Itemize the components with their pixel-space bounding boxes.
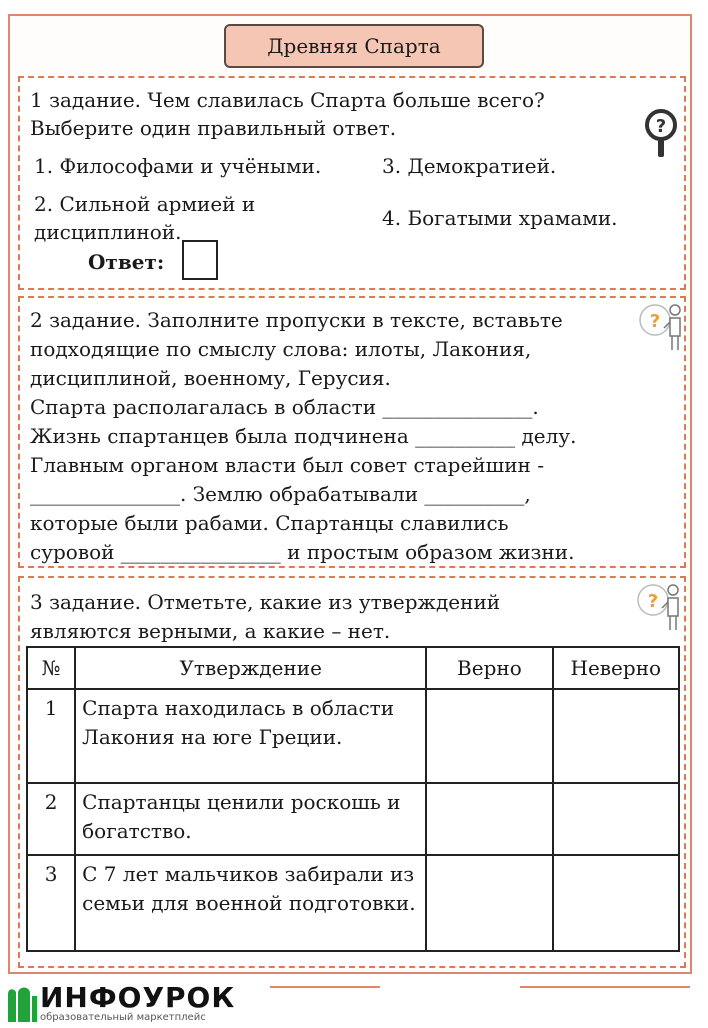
task2-line: подходящие по смыслу слова: илоты, Лакония, [30,337,532,361]
task2-line: Главным органом власти был совет старейшин - [30,453,544,477]
true-cell[interactable] [426,855,552,951]
svg-text:?: ? [649,311,661,332]
row-statement: Спарта находилась в области Лакония на юге Греции. [75,689,426,783]
task3-question-cont: являются верными, а какие – нет. [30,619,391,643]
column-header-true: Верно [426,647,552,689]
task1-instruction: Выберите один правильный ответ. [30,116,397,140]
true-cell[interactable] [426,689,552,783]
task2-blank-line[interactable]: _______________. Землю обрабатывали __________, [30,482,531,506]
row-number: 1 [27,689,75,783]
false-cell[interactable] [553,855,679,951]
footer-divider [270,986,380,988]
task2-blank-line[interactable]: Жизнь спартанцев была подчинена __________ делу. [30,424,577,448]
column-header-false: Неверно [553,647,679,689]
task1-option-4[interactable]: 4. Богатыми храмами. [382,206,618,230]
brand-name[interactable]: ИНФОУРОК [40,981,236,1014]
row-statement: Спартанцы ценили роскошь и богатство. [75,783,426,855]
magnifier-question-icon [644,108,678,164]
table-header-row [27,647,679,689]
page-title: Древняя Спарта [224,24,484,68]
task2-line: 2 задание. Заполните пропуски в тексте, вставьте [30,308,563,332]
svg-text:?: ? [647,591,659,612]
infourok-logo-icon [4,984,38,1028]
task2-line: дисциплиной, военному, Герусия. [30,366,391,390]
brand-tagline: образовательный маркетплейс [40,1012,206,1023]
false-cell[interactable] [553,783,679,855]
thinking-person-icon [638,300,688,356]
task1-option-2-cont[interactable]: дисциплиной. [34,220,182,244]
row-number: 3 [27,855,75,951]
task1-option-2[interactable]: 2. Сильной армией и [34,192,256,216]
row-number: 2 [27,783,75,855]
column-header-statement: Утверждение [75,647,426,689]
svg-text:?: ? [655,116,667,137]
table-row [27,783,679,855]
statements-table [26,646,680,952]
false-cell[interactable] [553,689,679,783]
true-cell[interactable] [426,783,552,855]
task3-question: 3 задание. Отметьте, какие из утверждений [30,590,501,614]
task2-line: которые были рабами. Спартанцы славились [30,511,509,535]
task2-blank-line[interactable]: Спарта располагалась в области _______________. [30,395,539,419]
answer-label: Ответ: [88,250,165,274]
thinking-person-icon [636,580,686,636]
footer-divider [520,986,690,988]
row-statement: С 7 лет мальчиков забирали из семьи для военной подготовки. [75,855,426,951]
answer-input-box[interactable] [182,240,218,280]
task2-blank-line[interactable]: суровой ________________ и простым образом жизни. [30,540,575,564]
task1-question: 1 задание. Чем славилась Спарта больше всего? [30,88,545,112]
table-row [27,689,679,783]
task1-option-1[interactable]: 1. Философами и учёными. [34,154,322,178]
task1-option-3[interactable]: 3. Демократией. [382,154,557,178]
table-row [27,855,679,951]
column-header-number: № [27,647,75,689]
